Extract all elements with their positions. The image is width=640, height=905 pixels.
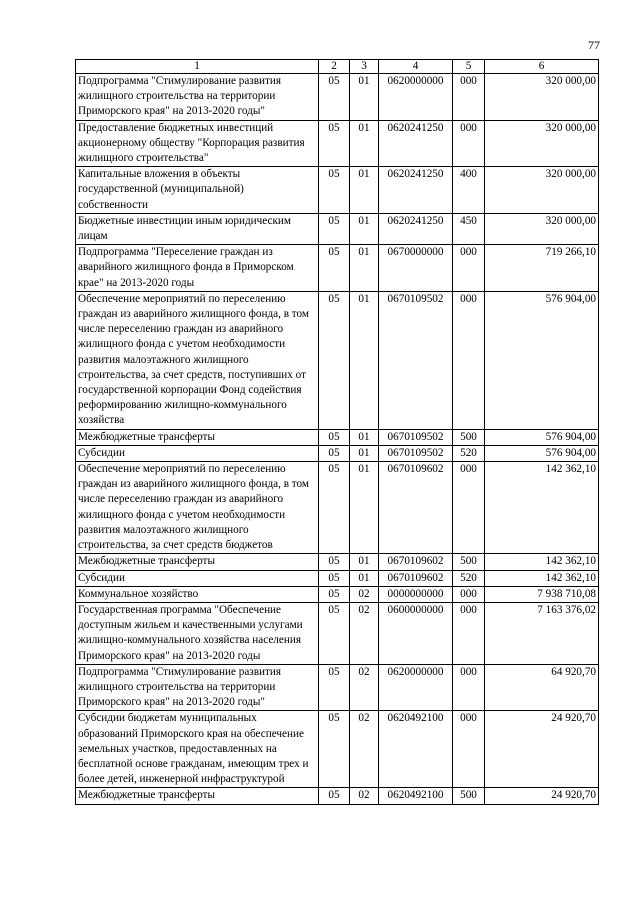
row-name-cell: Субсидии бюджетам муниципальных образований Приморского края на обеспечение земельных участков, предоставленных на бесплатной основе гражданам, имеющим трех и более детей, инженерной инфраструктурой	[76, 711, 319, 788]
row-expense-type-cell: 500	[453, 429, 485, 445]
table-row	[76, 74, 599, 121]
row-amount-cell: 64 920,70	[485, 664, 599, 711]
row-name-cell: Предоставление бюджетных инвестиций акционерному обществу "Корпорация развития жилищного строительства"	[76, 120, 319, 167]
row-expense-type-cell: 000	[453, 602, 485, 664]
row-name-cell: Субсидии	[76, 445, 319, 461]
row-amount-cell: 576 904,00	[485, 429, 599, 445]
row-subsection-cell: 01	[350, 462, 379, 554]
row-section-cell: 05	[319, 167, 350, 214]
row-name-cell: Подпрограмма "Стимулирование развития жилищного строительства на территории Приморского края" на 2013-2020 годы"	[76, 74, 319, 121]
row-expense-type-cell: 520	[453, 570, 485, 586]
row-expense-type-cell: 400	[453, 167, 485, 214]
header-cell-3: 3	[350, 60, 379, 74]
row-amount-cell: 320 000,00	[485, 213, 599, 244]
row-subsection-cell: 01	[350, 167, 379, 214]
table-row	[76, 445, 599, 461]
row-subsection-cell: 01	[350, 213, 379, 244]
row-subsection-cell: 01	[350, 245, 379, 292]
row-amount-cell: 24 920,70	[485, 788, 599, 804]
row-section-cell: 05	[319, 245, 350, 292]
row-amount-cell: 7 938 710,08	[485, 586, 599, 602]
row-amount-cell: 320 000,00	[485, 74, 599, 121]
header-cell-1: 1	[76, 60, 319, 74]
table-row	[76, 245, 599, 292]
table-row	[76, 711, 599, 788]
row-name-cell: Бюджетные инвестиции иным юридическим лицам	[76, 213, 319, 244]
row-name-cell: Подпрограмма "Стимулирование развития жилищного строительства на территории Приморского края" на 2013-2020 годы"	[76, 664, 319, 711]
row-section-cell: 05	[319, 462, 350, 554]
row-expense-type-cell: 000	[453, 586, 485, 602]
row-target-code-cell: 0670000000	[379, 245, 453, 292]
row-expense-type-cell: 000	[453, 120, 485, 167]
row-section-cell: 05	[319, 664, 350, 711]
row-section-cell: 05	[319, 74, 350, 121]
row-amount-cell: 142 362,10	[485, 554, 599, 570]
table-body	[76, 74, 599, 805]
row-name-cell: Коммунальное хозяйство	[76, 586, 319, 602]
row-expense-type-cell: 000	[453, 711, 485, 788]
row-target-code-cell: 0670109602	[379, 462, 453, 554]
row-subsection-cell: 02	[350, 602, 379, 664]
row-subsection-cell: 01	[350, 570, 379, 586]
row-target-code-cell: 0670109602	[379, 554, 453, 570]
row-expense-type-cell: 000	[453, 462, 485, 554]
header-cell-5: 5	[453, 60, 485, 74]
row-amount-cell: 320 000,00	[485, 167, 599, 214]
row-target-code-cell: 0620492100	[379, 711, 453, 788]
row-section-cell: 05	[319, 291, 350, 429]
header-row	[76, 60, 599, 74]
row-section-cell: 05	[319, 554, 350, 570]
row-section-cell: 05	[319, 788, 350, 804]
row-expense-type-cell: 000	[453, 664, 485, 711]
row-subsection-cell: 02	[350, 788, 379, 804]
row-amount-cell: 719 266,10	[485, 245, 599, 292]
row-expense-type-cell: 500	[453, 554, 485, 570]
row-target-code-cell: 0670109502	[379, 445, 453, 461]
row-expense-type-cell: 520	[453, 445, 485, 461]
row-section-cell: 05	[319, 213, 350, 244]
row-amount-cell: 7 163 376,02	[485, 602, 599, 664]
page-number: 77	[588, 38, 600, 52]
row-section-cell: 05	[319, 586, 350, 602]
table-row	[76, 429, 599, 445]
row-amount-cell: 142 362,10	[485, 462, 599, 554]
row-amount-cell: 24 920,70	[485, 711, 599, 788]
table-row	[76, 570, 599, 586]
row-target-code-cell: 0620000000	[379, 664, 453, 711]
row-subsection-cell: 01	[350, 291, 379, 429]
header-cell-6: 6	[485, 60, 599, 74]
row-expense-type-cell: 450	[453, 213, 485, 244]
table-row	[76, 462, 599, 554]
row-section-cell: 05	[319, 602, 350, 664]
row-amount-cell: 142 362,10	[485, 570, 599, 586]
table-row	[76, 664, 599, 711]
row-expense-type-cell: 000	[453, 291, 485, 429]
row-name-cell: Межбюджетные трансферты	[76, 788, 319, 804]
row-subsection-cell: 01	[350, 120, 379, 167]
row-name-cell: Капитальные вложения в объекты государственной (муниципальной) собственности	[76, 167, 319, 214]
table-row	[76, 120, 599, 167]
row-subsection-cell: 01	[350, 445, 379, 461]
table-row	[76, 554, 599, 570]
row-target-code-cell: 0620492100	[379, 788, 453, 804]
row-target-code-cell: 0670109502	[379, 429, 453, 445]
row-target-code-cell: 0000000000	[379, 586, 453, 602]
row-target-code-cell: 0620241250	[379, 167, 453, 214]
row-subsection-cell: 01	[350, 429, 379, 445]
row-expense-type-cell: 500	[453, 788, 485, 804]
row-name-cell: Межбюджетные трансферты	[76, 429, 319, 445]
row-name-cell: Государственная программа "Обеспечение доступным жильем и качественными услугами жилищно-коммунального хозяйства населения Приморского края" на 2013-2020 годы	[76, 602, 319, 664]
row-section-cell: 05	[319, 120, 350, 167]
table-row	[76, 602, 599, 664]
header-cell-4: 4	[379, 60, 453, 74]
row-target-code-cell: 0620241250	[379, 120, 453, 167]
row-amount-cell: 576 904,00	[485, 445, 599, 461]
row-subsection-cell: 02	[350, 586, 379, 602]
table-row	[76, 291, 599, 429]
row-expense-type-cell: 000	[453, 74, 485, 121]
row-name-cell: Обеспечение мероприятий по переселению граждан из аварийного жилищного фонда, в том числе переселению граждан из аварийного жилищного фонда с учетом необходимости развития малоэтажного жилищного строительства, за счет средств, поступивших от государственной корпорации Фонд содействия реформированию жилищно-коммунального хозяйства	[76, 291, 319, 429]
row-target-code-cell: 0600000000	[379, 602, 453, 664]
row-subsection-cell: 02	[350, 711, 379, 788]
row-expense-type-cell: 000	[453, 245, 485, 292]
row-target-code-cell: 0670109602	[379, 570, 453, 586]
row-subsection-cell: 01	[350, 554, 379, 570]
budget-table	[75, 59, 599, 805]
row-name-cell: Обеспечение мероприятий по переселению граждан из аварийного жилищного фонда, в том числе переселению граждан из аварийного жилищного фонда с учетом необходимости развития малоэтажного жилищного строительства, за счет средств бюджетов	[76, 462, 319, 554]
table-row	[76, 586, 599, 602]
row-target-code-cell: 0620241250	[379, 213, 453, 244]
row-subsection-cell: 01	[350, 74, 379, 121]
row-subsection-cell: 02	[350, 664, 379, 711]
row-amount-cell: 576 904,00	[485, 291, 599, 429]
row-target-code-cell: 0620000000	[379, 74, 453, 121]
row-section-cell: 05	[319, 570, 350, 586]
table-row	[76, 167, 599, 214]
row-name-cell: Подпрограмма "Переселение граждан из аварийного жилищного фонда в Приморском крае" на 2013-2020 годы	[76, 245, 319, 292]
row-target-code-cell: 0670109502	[379, 291, 453, 429]
row-name-cell: Субсидии	[76, 570, 319, 586]
row-name-cell: Межбюджетные трансферты	[76, 554, 319, 570]
row-amount-cell: 320 000,00	[485, 120, 599, 167]
header-cell-2: 2	[319, 60, 350, 74]
table-row	[76, 213, 599, 244]
row-section-cell: 05	[319, 711, 350, 788]
row-section-cell: 05	[319, 445, 350, 461]
table-row	[76, 788, 599, 804]
row-section-cell: 05	[319, 429, 350, 445]
